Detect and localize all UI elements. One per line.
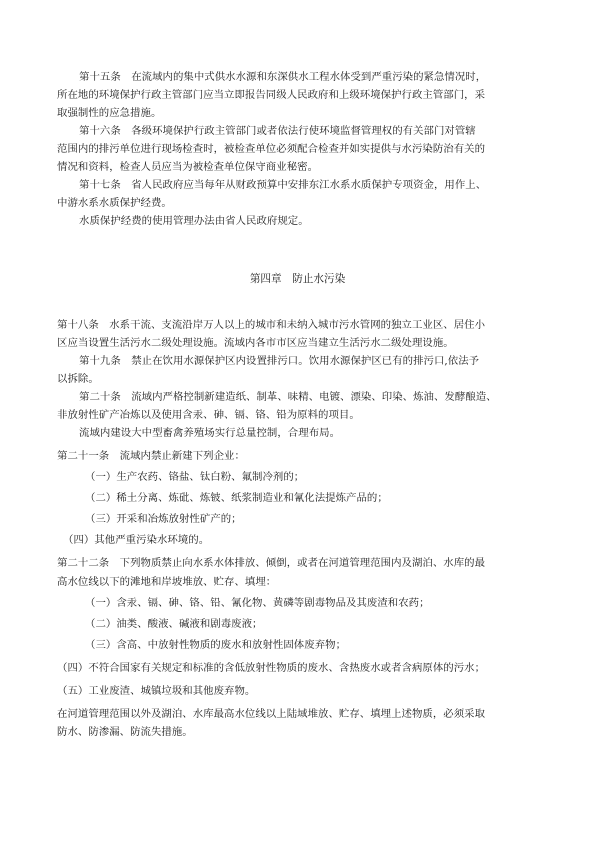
- article-17-line-1: 第十七条 省人民政府应当每年从财政预算中安排东江水系水质保护专项资金，用作上、: [79, 179, 487, 191]
- article-22-item-3: （三）含高、中放射性物质的废水和放射性固体废弃物；: [85, 639, 347, 651]
- article-19-line-1: 第十九条 禁止在饮用水源保护区内设置排污口。饮用水源保护区已有的排污口,依法予: [79, 355, 480, 367]
- article-17-line-2: 中游水系水质保护经费。: [57, 197, 172, 209]
- article-21-item-2: （二）稀土分离、炼砒、炼铍、纸浆制造业和氰化法提炼产品的；: [85, 492, 388, 504]
- article-20-line-2: 非放射性矿产冶炼以及使用含汞、砷、镉、铬、铅为原料的项目。: [57, 409, 360, 421]
- article-22-item-1: （一）含汞、镉、砷、铬、铅、氰化物、黄磷等剧毒物品及其废渣和农药；: [85, 597, 430, 609]
- article-22-tail-line-1: 在河道管理范围以外及湖泊、水库最高水位线以上陆域堆放、贮存、填埋上述物质，必须采取: [57, 708, 486, 720]
- article-21-item-4: （四）其他严重污染水环境的。: [63, 534, 210, 546]
- article-20-line-3: 流域内建设大中型畜禽养殖场实行总量控制，合理布局。: [79, 427, 341, 439]
- article-18-line-1: 第十八条 水系干流、支流沿岸万人以上的城市和未纳入城市污水管网的独立工业区、居住小: [57, 319, 486, 331]
- article-22-line-2: 高水位线以下的滩地和岸坡堆放、贮存、填埋：: [57, 576, 277, 588]
- article-22-tail-line-2: 防水、防渗漏、防流失措施。: [57, 726, 193, 738]
- article-22-item-2: （二）油类、酸液、碱液和剧毒废液；: [85, 618, 263, 630]
- article-15-line-3: 取强制性的应急措施。: [57, 107, 162, 119]
- article-21-item-3: （三）开采和冶炼放射性矿产的；: [85, 513, 242, 525]
- funds-paragraph: 水质保护经费的使用管理办法由省人民政府规定。: [79, 215, 309, 227]
- article-18-line-2: 区应当设置生活污水二级处理设施。流域内各市市区应当建立生活污水二级处理设施。: [57, 337, 454, 349]
- article-21-item-1: （一）生产农药、铬盐、钛白粉、氟制冷剂的；: [85, 471, 305, 483]
- article-16-line-3: 情况和资料，检查人员应当为被检查单位保守商业秘密。: [57, 161, 319, 173]
- article-22-item-5: （五）工业废渣、城镇垃圾和其他废弃物。: [57, 685, 256, 697]
- article-19-line-2: 以拆除。: [57, 373, 99, 385]
- article-20-line-1: 第二十条 流域内严格控制新建造纸、制革、味精、电镀、漂染、印染、炼油、发酵酿造、: [79, 391, 497, 403]
- article-15-line-2: 所在地的环境保护行政主管部门应当立即报告同级人民政府和上级环境保护行政主管部门，采: [57, 89, 486, 101]
- article-22-item-4: （四）不符合国家有关规定和标准的含低放射性物质的废水、含热废水或者含病原体的污水；: [57, 662, 486, 674]
- article-21-heading: 第二十一条 流域内禁止新建下列企业：: [57, 450, 245, 462]
- article-15-line-1: 第十五条 在流域内的集中式供水水源和东深供水工程水体受到严重污染的紧急情况时，: [79, 71, 487, 83]
- article-16-line-1: 第十六条 各级环境保护行政主管部门或者依法行使环境监督管理权的有关部门对管辖: [79, 125, 476, 137]
- article-22-line-1: 第二十二条 下列物质禁止向水系水体排放、倾倒，或者在河道管理范围内及湖泊、水库的最: [57, 557, 486, 569]
- article-16-line-2: 范围内的排污单位进行现场检查时，被检查单位必须配合检查并如实提供与水污染防治有关的: [57, 143, 486, 155]
- chapter-title: 第四章 防止水污染: [249, 273, 346, 285]
